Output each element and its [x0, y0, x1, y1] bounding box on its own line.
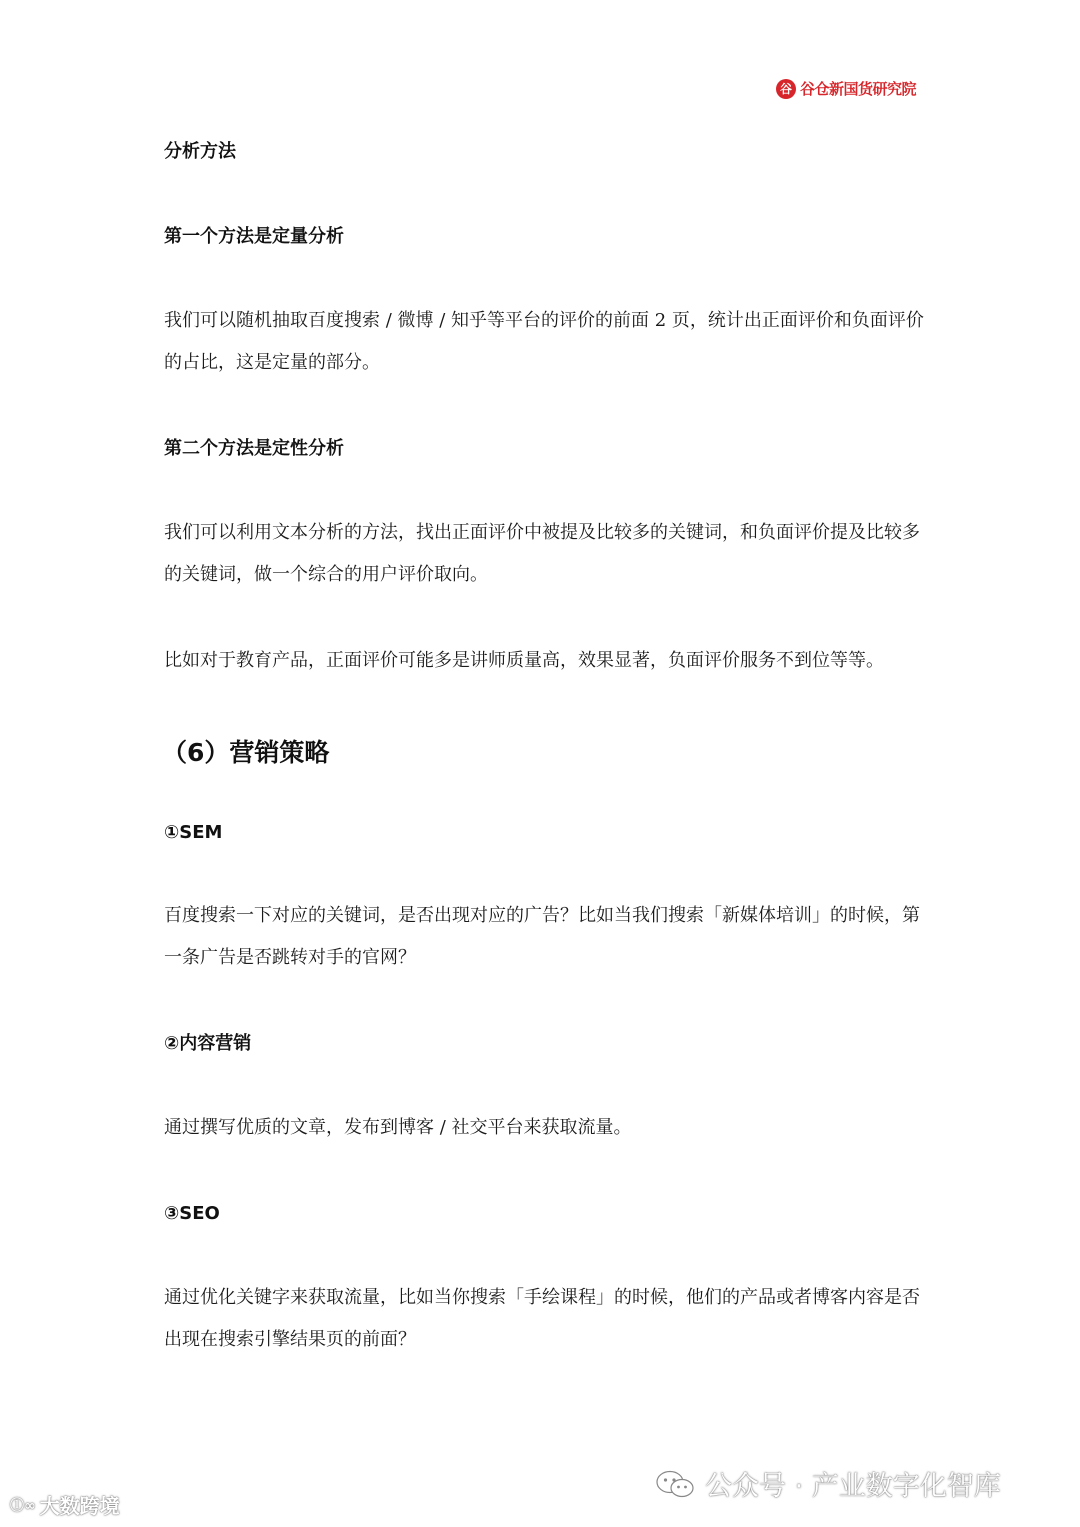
heading-marketing-strategy: （6）营销策略 — [162, 738, 330, 767]
watermark-right — [655, 1464, 1001, 1503]
watermark-right-text: 公众号 · 产业数字化智库 — [705, 1471, 1001, 1502]
heading-content-marketing: ②内容营销 — [164, 1033, 252, 1054]
publisher-logo — [776, 78, 916, 99]
heading-qualitative: 第二个方法是定性分析 — [164, 438, 344, 459]
heading-seo: ③SEO — [164, 1203, 220, 1224]
paragraph-sem: 百度搜索一下对应的关键词，是否出现对应的广告？比如当我们搜索「新媒体培训」的时候，第一条广告是否跳转对手的官网？ — [164, 905, 920, 968]
heading-quantitative: 第一个方法是定量分析 — [164, 226, 344, 247]
watermark-left-text: 大数跨境 — [39, 1494, 120, 1518]
logo-mark-icon: 谷 — [776, 79, 796, 99]
paragraph-content-marketing: 通过撰写优质的文章，发布到博客 / 社交平台来获取流量。 — [164, 1117, 632, 1138]
watermark-left — [10, 1490, 120, 1519]
watermark-area — [0, 1460, 1080, 1520]
paragraph-seo: 通过优化关键字来获取流量，比如当你搜索「手绘课程」的时候，他们的产品或者博客内容是否出现在搜索引擎结果页的前面？ — [164, 1287, 920, 1350]
heading-analysis-method: 分析方法 — [164, 141, 236, 162]
heading-sem: ①SEM — [164, 822, 223, 843]
watermark-logo-icon: ⓛ∞ — [10, 1497, 36, 1514]
paragraph-example: 比如对于教育产品，正面评价可能多是讲师质量高，效果显著，负面评价服务不到位等等。 — [164, 650, 884, 671]
paragraph-quantitative: 我们可以随机抽取百度搜索 / 微博 / 知乎等平台的评价的前面 2 页，统计出正面评价和负面评价的占比，这是定量的部分。 — [164, 310, 924, 373]
logo-text: 谷仓新国货研究院 — [800, 80, 917, 98]
paragraph-qualitative: 我们可以利用文本分析的方法，找出正面评价中被提及比较多的关键词，和负面评价提及比较多的关键词，做一个综合的用户评价取向。 — [164, 522, 920, 585]
wechat-icon — [655, 1469, 695, 1499]
